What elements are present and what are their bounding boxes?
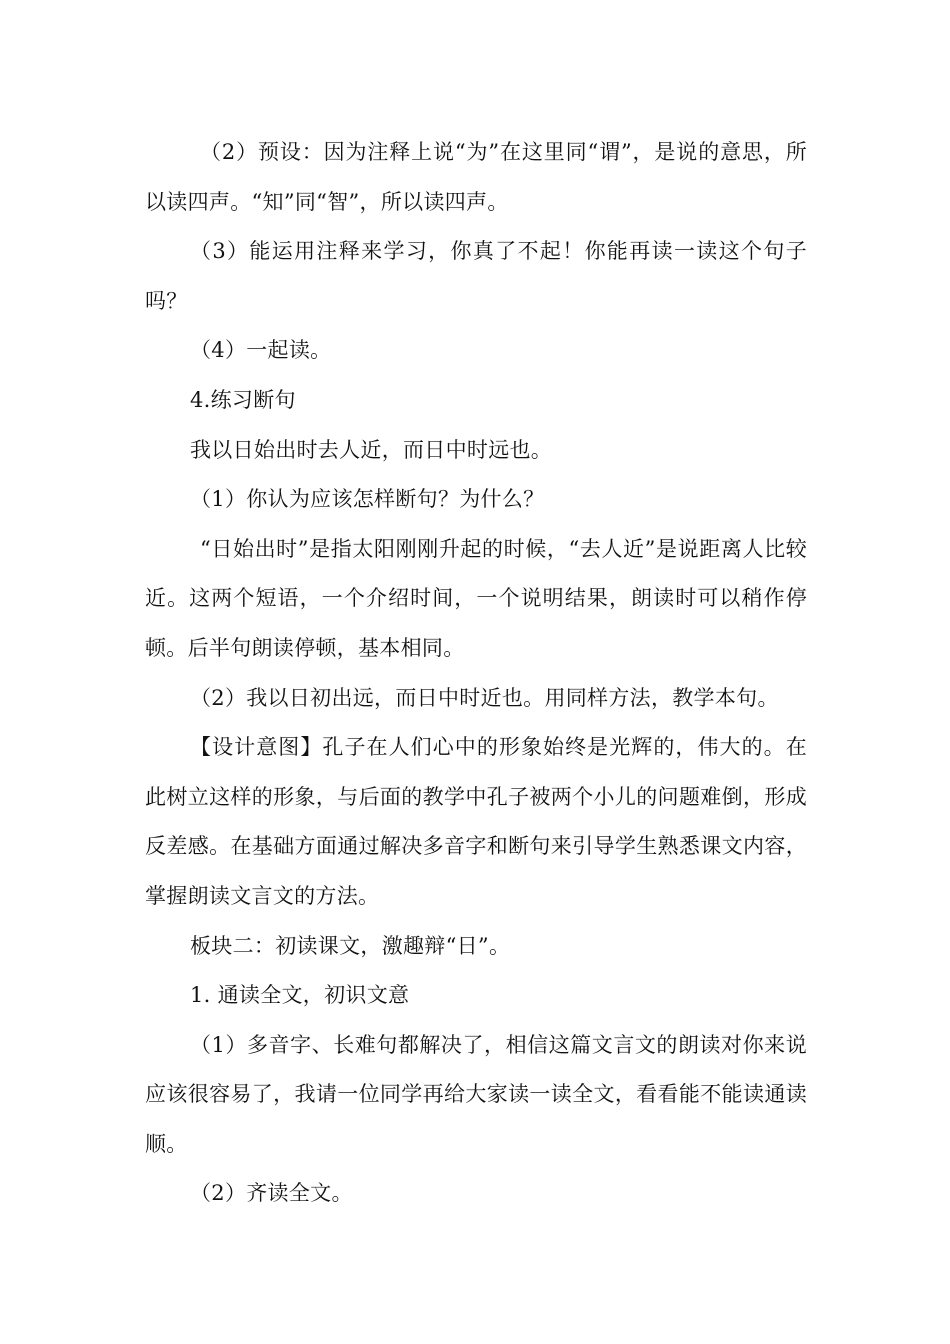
paragraph-design-intent: 【设计意图】孔子在人们心中的形象始终是光辉的，伟大的。在此树立这样的形象，与后面的教学中孔子被两个小儿的问题难倒，形成反差感。在基础方面通过解决多音字和断句来引导学生熟悉课文内容，掌握朗读文言文的方法。	[145, 735, 807, 908]
document-body	[145, 128, 807, 1219]
paragraph-explanation: “日始出时”是指太阳刚刚升起的时候，“去人近”是说距离人比较近。这两个短语，一个介绍时间，一个说明结果，朗读时可以稍作停顿。后半句朗读停顿，基本相同。	[145, 536, 807, 660]
section-heading-practice-punctuation: 4.练习断句	[190, 387, 296, 412]
paragraph-example-sentence: 我以日始出时去人近，而日中时远也。	[190, 437, 553, 462]
paragraph-question-punctuation: （1）你认为应该怎样断句？为什么？	[190, 487, 545, 512]
paragraph-preset-answer: （2）预设：因为注释上说“为”在这里同“谓”，是说的意思，所以读四声。“知”同“智”，所以读四声。	[145, 140, 807, 214]
paragraph-student-reading: （1）多音字、长难句都解决了，相信这篇文言文的朗读对你来说应该很容易了，我请一位同学再给大家读一读全文，看看能不能读通读顺。	[145, 1032, 807, 1156]
section-heading-block-two: 板块二：初读课文，激趣辩“日”。	[190, 933, 511, 958]
paragraph-read-aloud-together: （2）齐读全文。	[190, 1181, 353, 1206]
paragraph-read-together: （4）一起读。	[190, 338, 332, 363]
paragraph-second-sentence: （2）我以日初出远，而日中时近也。用同样方法，教学本句。	[190, 685, 779, 710]
subheading-read-full-text: 1. 通读全文，初识文意	[190, 983, 410, 1008]
paragraph-praise-annotation: （3）能运用注释来学习，你真了不起！你能再读一读这个句子吗？	[145, 239, 807, 313]
